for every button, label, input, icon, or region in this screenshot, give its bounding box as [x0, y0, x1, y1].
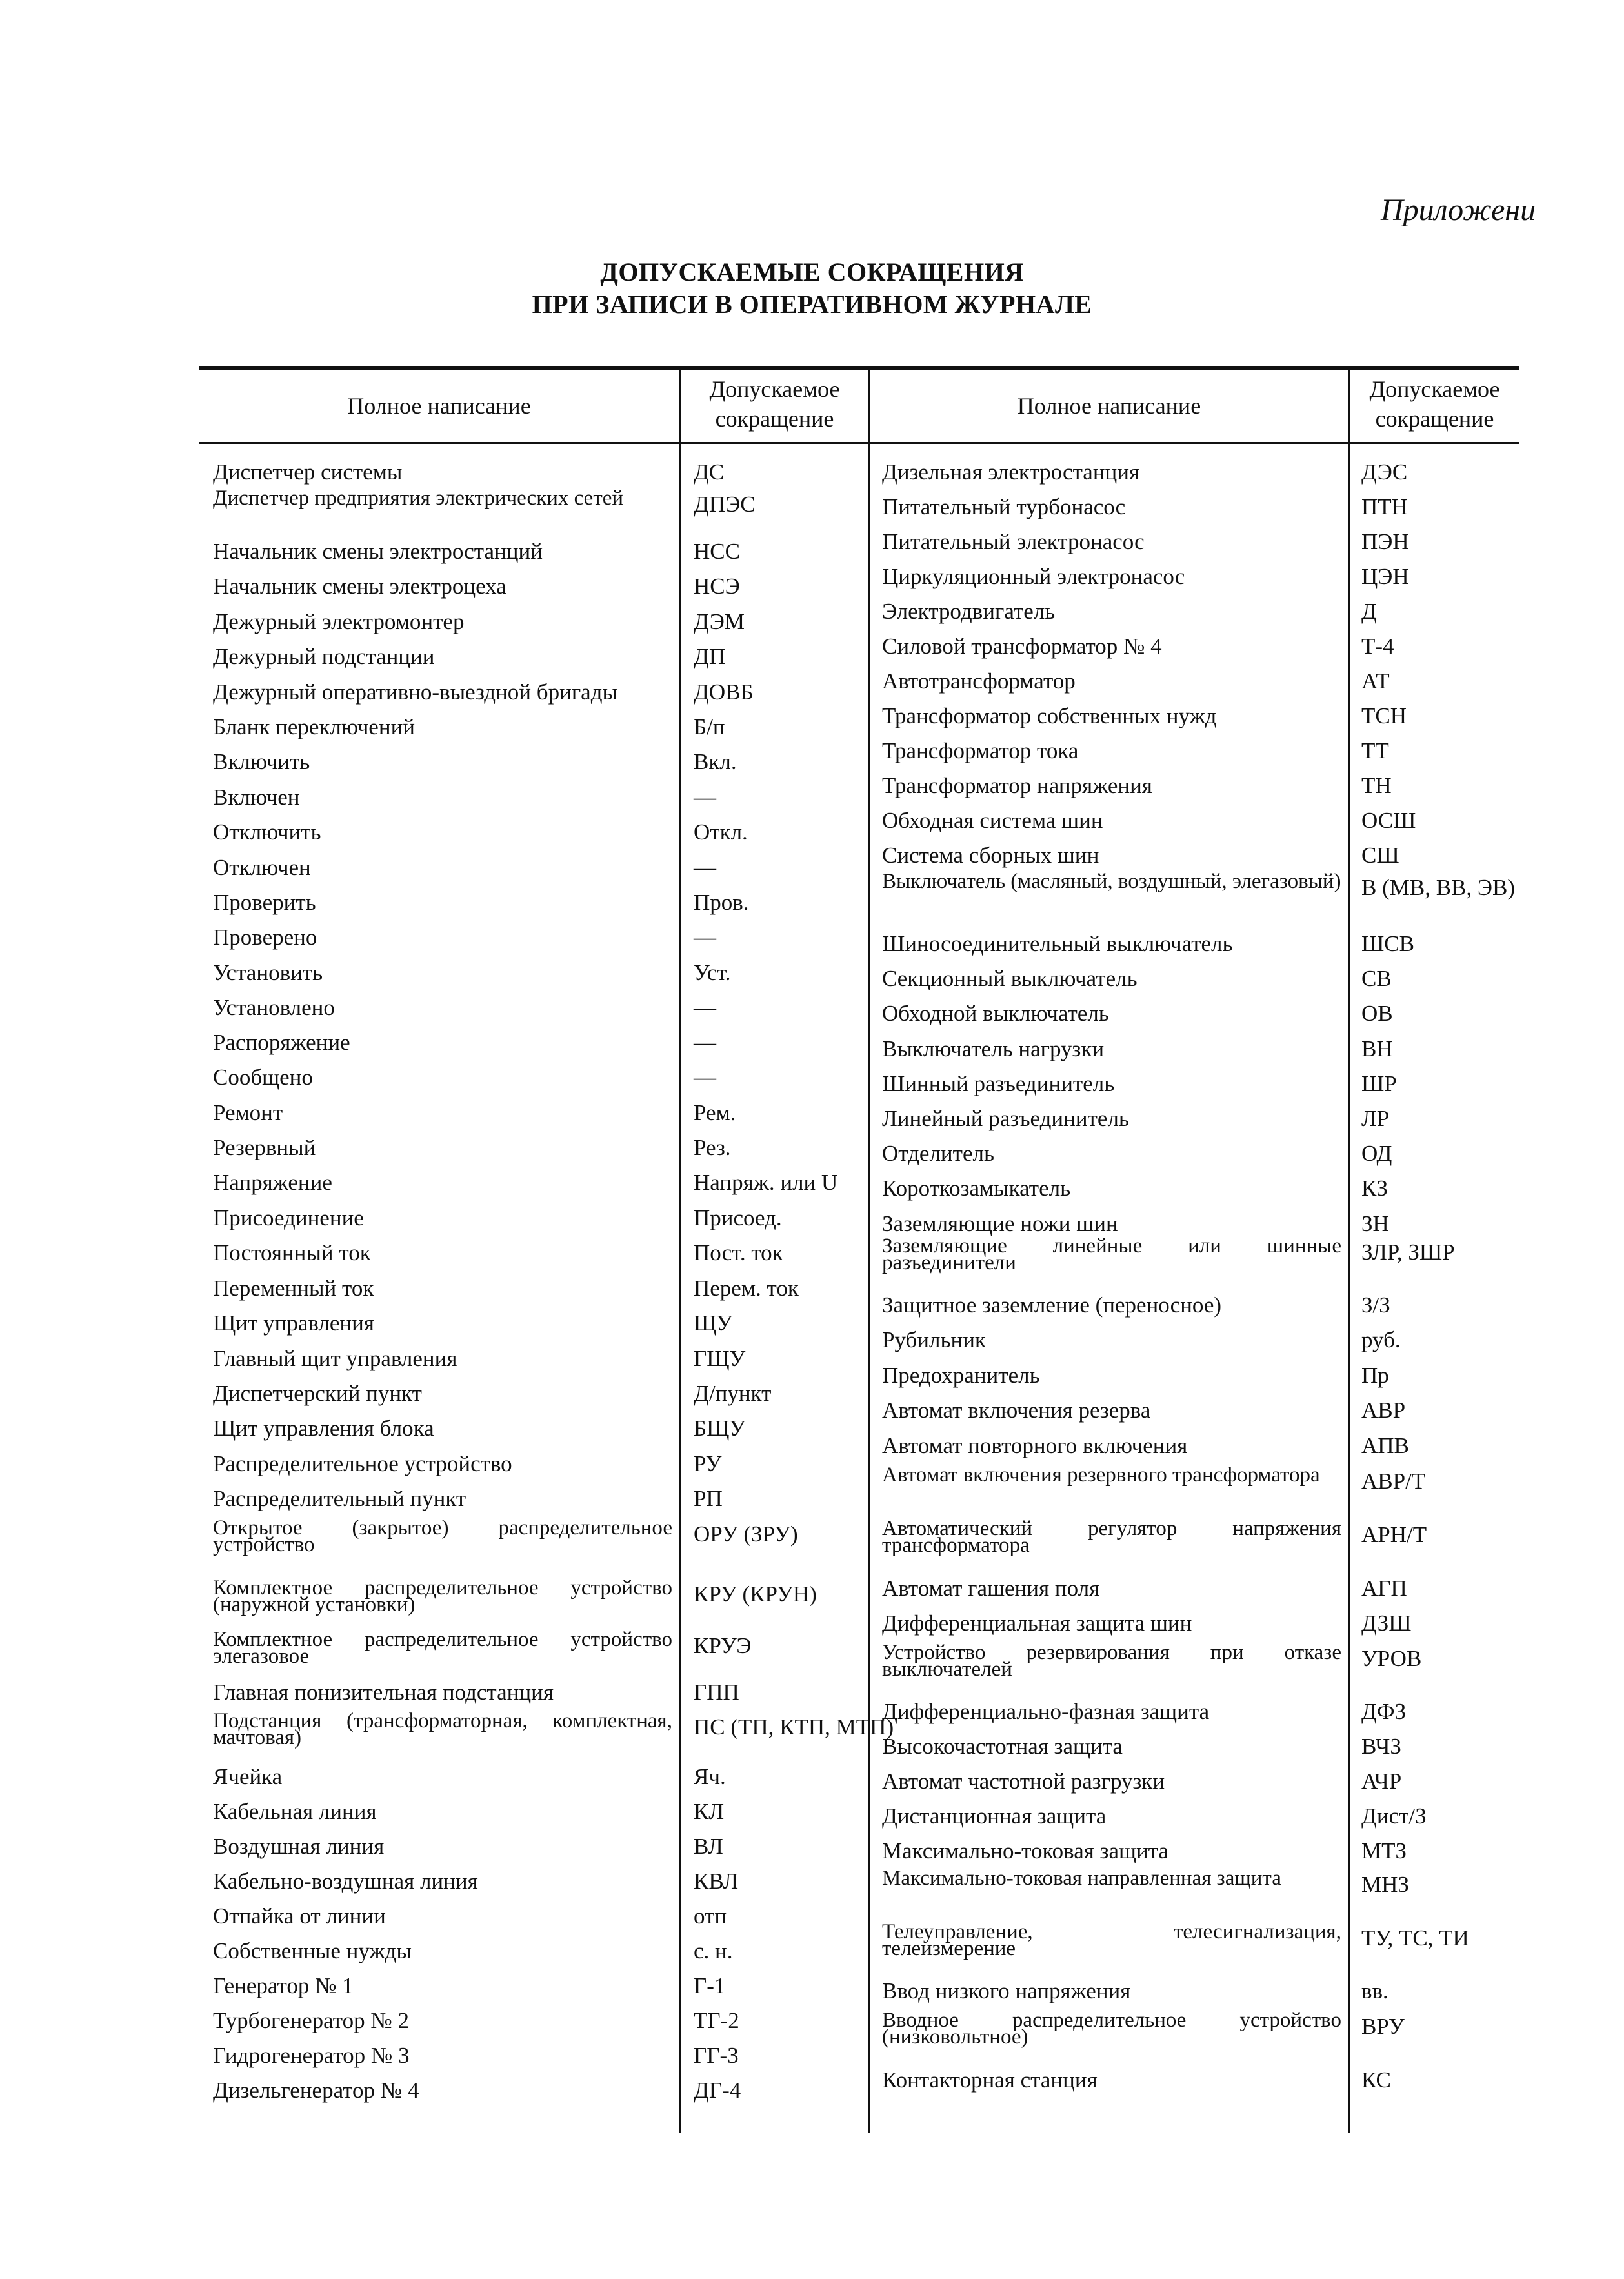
left-row-full-cell: Собственные нужды — [213, 1938, 412, 1963]
divider-left-abbr — [679, 368, 681, 2133]
right-row-abbr-cell: ВРУ — [1361, 2014, 1405, 2039]
left-row-full-cell: Ремонт — [213, 1100, 283, 1125]
right-row-full-cell: Шинный разъединитель — [882, 1071, 1115, 1096]
page-title-line-1: ДОПУСКАЕМЫЕ СОКРАЩЕНИЯ — [600, 257, 1024, 286]
left-row-abbr-cell: КРУЭ — [694, 1633, 752, 1658]
right-row-full-cell: Дизельная электростанция — [882, 459, 1140, 485]
left-row-abbr-cell: ГГ-3 — [694, 2043, 739, 2068]
left-row-full-cell: Переменный ток — [213, 1276, 374, 1301]
right-row-full-cell: Автомат повторного включения — [882, 1433, 1188, 1458]
right-row-full-cell: Максимально-токовая направленная защита — [882, 1867, 1281, 1890]
right-row-full-cell: Автоматический регулятор напряжения трансформатора — [882, 1517, 1341, 1557]
header-abbr-left-line-1: Допускаемое — [709, 376, 840, 402]
left-row-full-cell: Резервный — [213, 1135, 316, 1160]
right-row-abbr-cell: ОВ — [1361, 1001, 1393, 1026]
left-row-full-cell: Проверено — [213, 925, 317, 950]
left-row-abbr-cell: ДП — [694, 644, 726, 669]
right-row-abbr-cell: вв. — [1361, 1978, 1388, 2003]
left-row-abbr-cell: РП — [694, 1486, 723, 1511]
left-row-abbr-cell: — — [694, 785, 716, 810]
header-full-left: Полное написание — [347, 393, 531, 419]
left-row-abbr-cell: — — [694, 925, 716, 950]
right-row-full-cell: Обходной выключатель — [882, 1001, 1109, 1026]
left-row-abbr-cell: ДОВБ — [694, 679, 754, 705]
left-row-full-cell: Дизельгенератор № 4 — [213, 2078, 419, 2103]
left-row-abbr-cell: БЩУ — [694, 1416, 746, 1441]
right-row-full-cell: Силовой трансформатор № 4 — [882, 634, 1162, 659]
left-row-abbr-cell: Рез. — [694, 1135, 731, 1160]
right-row-full-cell: Автомат включения резерва — [882, 1398, 1151, 1423]
left-row-abbr-cell: Рем. — [694, 1100, 736, 1125]
left-row-full-cell: Главная понизительная подстанция — [213, 1680, 554, 1705]
left-row-full-cell: Кабельно-воздушная линия — [213, 1869, 478, 1894]
right-row-full-cell: Выключатель (масляный, воздушный, элегазовый) — [882, 870, 1341, 893]
right-row-abbr-cell: ВЧЗ — [1361, 1734, 1401, 1759]
right-row-abbr-cell: ОСШ — [1361, 808, 1416, 833]
right-row-full-cell: Трансформатор напряжения — [882, 773, 1152, 798]
right-row-abbr-cell: СВ — [1361, 966, 1392, 991]
right-row-abbr-cell: ДФЗ — [1361, 1699, 1407, 1724]
header-abbr-right-line-2: сокращение — [1375, 406, 1494, 432]
divider-right-abbr — [1348, 368, 1350, 2133]
right-row-full-cell: Автотрансформатор — [882, 668, 1076, 694]
right-row-full-cell: Система сборных шин — [882, 843, 1099, 868]
right-row-abbr-cell: З/З — [1361, 1292, 1390, 1318]
right-row-abbr-cell: АТ — [1361, 668, 1390, 694]
left-row-abbr-cell: ТГ-2 — [694, 2008, 739, 2033]
left-row-full-cell: Дежурный оперативно-выездной бригады — [213, 679, 618, 705]
right-row-abbr-cell: АВР — [1361, 1398, 1406, 1423]
right-row-abbr-cell: руб. — [1361, 1327, 1401, 1352]
right-row-abbr-cell: ЗН — [1361, 1211, 1389, 1236]
left-row-full-cell: Отключить — [213, 819, 321, 845]
left-row-abbr-cell: Б/п — [694, 714, 725, 739]
left-row-full-cell: Присоединение — [213, 1205, 364, 1230]
right-row-full-cell: Секционный выключатель — [882, 966, 1138, 991]
right-row-full-cell: Циркуляционный электронасос — [882, 564, 1185, 589]
right-row-abbr-cell: Пр — [1361, 1363, 1389, 1388]
left-row-abbr-cell: НСС — [694, 539, 740, 564]
left-row-full-cell: Генератор № 1 — [213, 1973, 354, 1998]
left-row-full-cell: Подстанция (трансформаторная, комплектная, мачтовая) — [213, 1709, 672, 1749]
right-row-abbr-cell: АГП — [1361, 1576, 1407, 1601]
right-row-abbr-cell: ЗЛР, ЗШР — [1361, 1240, 1455, 1265]
left-row-full-cell: Сообщено — [213, 1065, 313, 1090]
right-row-full-cell: Автомат гашения поля — [882, 1576, 1100, 1601]
right-row-abbr-cell: АЧР — [1361, 1769, 1402, 1794]
divider-middle — [868, 368, 870, 2133]
right-row-abbr-cell: УРОВ — [1361, 1646, 1422, 1671]
left-row-full-cell: Включить — [213, 749, 310, 774]
left-row-abbr-cell: Откл. — [694, 819, 748, 845]
right-row-abbr-cell: ШР — [1361, 1071, 1397, 1096]
right-row-abbr-cell: АВР/Т — [1361, 1469, 1426, 1494]
left-row-full-cell: Постоянный ток — [213, 1240, 371, 1265]
right-row-abbr-cell: ТТ — [1361, 738, 1389, 763]
right-row-full-cell: Линейный разъединитель — [882, 1106, 1129, 1131]
right-row-abbr-cell: ЛР — [1361, 1106, 1390, 1131]
right-row-full-cell: Вводное распределительное устройство (низковольтное) — [882, 2009, 1341, 2049]
right-row-full-cell: Ввод низкого напряжения — [882, 1978, 1131, 2003]
left-row-full-cell: Установлено — [213, 995, 335, 1020]
right-row-full-cell: Защитное заземление (переносное) — [882, 1292, 1222, 1318]
table-header-rule — [199, 442, 1519, 444]
left-row-abbr-cell: ЩУ — [694, 1310, 733, 1336]
left-row-abbr-cell: Уст. — [694, 960, 731, 985]
right-row-abbr-cell: МТЗ — [1361, 1838, 1407, 1863]
right-row-full-cell: Заземляющие ножи шин — [882, 1211, 1118, 1236]
header-abbr-right-line-1: Допускаемое — [1369, 376, 1500, 402]
left-row-full-cell: Комплектное распределительное устройство (наружной установки) — [213, 1576, 672, 1616]
right-row-abbr-cell: ПТН — [1361, 494, 1408, 519]
right-row-abbr-cell: ТСН — [1361, 703, 1407, 728]
left-row-abbr-cell: — — [694, 1065, 716, 1090]
left-row-abbr-cell: ГПП — [694, 1680, 739, 1705]
left-row-full-cell: Открытое (закрытое) распределительное устройство — [213, 1516, 672, 1556]
left-row-full-cell: Комплектное распределительное устройство элегазовое — [213, 1628, 672, 1668]
right-row-abbr-cell: ЦЭН — [1361, 564, 1409, 589]
left-row-full-cell: Щит управления блока — [213, 1416, 434, 1441]
right-row-full-cell: Высокочастотная защита — [882, 1734, 1123, 1759]
right-row-full-cell: Заземляющие линейные или шинные разъединители — [882, 1234, 1341, 1274]
left-row-abbr-cell: Пров. — [694, 890, 749, 915]
right-row-full-cell: Дифференциально-фазная защита — [882, 1699, 1210, 1724]
left-row-abbr-cell: ВЛ — [694, 1834, 723, 1859]
right-row-full-cell: Устройство резервирования при отказе выключателей — [882, 1641, 1341, 1681]
right-row-abbr-cell: ОД — [1361, 1141, 1392, 1166]
left-row-full-cell: Щит управления — [213, 1310, 374, 1336]
right-row-full-cell: Телеуправление, телесигнализация, телеизмерение — [882, 1920, 1341, 1960]
right-row-full-cell: Рубильник — [882, 1327, 986, 1352]
right-row-abbr-cell: СШ — [1361, 843, 1399, 868]
left-row-full-cell: Гидрогенератор № 3 — [213, 2043, 410, 2068]
left-row-full-cell: Диспетчер предприятия электрических сетей — [213, 487, 624, 510]
right-row-full-cell: Питательный электронасос — [882, 529, 1145, 554]
left-row-full-cell: Распределительное устройство — [213, 1451, 512, 1476]
left-row-abbr-cell: ГЩУ — [694, 1346, 746, 1371]
left-row-full-cell: Дежурный электромонтер — [213, 609, 465, 634]
table-top-rule — [199, 366, 1519, 370]
left-row-abbr-cell: Г-1 — [694, 1973, 726, 1998]
left-row-abbr-cell: ДПЭС — [694, 492, 756, 517]
right-row-full-cell: Короткозамыкатель — [882, 1176, 1071, 1201]
left-row-abbr-cell: КЛ — [694, 1799, 725, 1824]
right-row-abbr-cell: ДЗШ — [1361, 1611, 1412, 1636]
left-row-full-cell: Напряжение — [213, 1170, 332, 1195]
right-row-full-cell: Контакторная станция — [882, 2067, 1098, 2093]
left-row-abbr-cell: Вкл. — [694, 749, 737, 774]
left-row-full-cell: Отпайка от линии — [213, 1903, 386, 1929]
right-row-abbr-cell: ПЭН — [1361, 529, 1409, 554]
right-row-abbr-cell: ШСВ — [1361, 931, 1414, 956]
right-row-abbr-cell: Д — [1361, 599, 1377, 624]
left-row-full-cell: Турбогенератор № 2 — [213, 2008, 409, 2033]
right-row-full-cell: Отделитель — [882, 1141, 994, 1166]
appendix-label: Приложени — [1381, 193, 1536, 227]
right-row-full-cell: Питательный турбонасос — [882, 494, 1126, 519]
right-row-full-cell: Автомат частотной разгрузки — [882, 1769, 1165, 1794]
page-title-line-2: ПРИ ЗАПИСИ В ОПЕРАТИВНОМ ЖУРНАЛЕ — [532, 290, 1092, 319]
left-row-abbr-cell: отп — [694, 1903, 727, 1929]
left-row-full-cell: Установить — [213, 960, 323, 985]
header-abbr-right — [1350, 374, 1519, 434]
left-row-abbr-cell: Перем. ток — [694, 1276, 799, 1301]
left-row-full-cell: Диспетчер системы — [213, 459, 403, 485]
right-row-abbr-cell: ВН — [1361, 1036, 1393, 1061]
right-row-full-cell: Обходная система шин — [882, 808, 1103, 833]
left-row-full-cell: Включен — [213, 785, 300, 810]
left-row-abbr-cell: РУ — [694, 1451, 722, 1476]
header-abbr-left — [681, 374, 868, 434]
left-row-abbr-cell: Напряж. или U — [694, 1170, 838, 1195]
right-row-full-cell: Дифференциальная защита шин — [882, 1611, 1192, 1636]
left-row-full-cell: Начальник смены электроцеха — [213, 574, 506, 599]
left-row-full-cell: Воздушная линия — [213, 1834, 385, 1859]
left-row-abbr-cell: Пост. ток — [694, 1240, 783, 1265]
left-row-full-cell: Ячейка — [213, 1764, 283, 1789]
left-row-abbr-cell: ДГ-4 — [694, 2078, 741, 2103]
left-row-abbr-cell: Присоед. — [694, 1205, 782, 1230]
right-row-abbr-cell: АПВ — [1361, 1433, 1409, 1458]
left-row-full-cell: Дежурный подстанции — [213, 644, 435, 669]
header-full-right: Полное написание — [1017, 393, 1201, 419]
right-row-abbr-cell: КС — [1361, 2067, 1391, 2093]
right-row-full-cell: Дистанционная защита — [882, 1803, 1107, 1829]
left-row-abbr-cell: ПС (ТП, КТП, МТП) — [694, 1714, 894, 1740]
left-row-abbr-cell: КРУ (КРУН) — [694, 1581, 817, 1607]
right-row-full-cell: Максимально-токовая защита — [882, 1838, 1168, 1863]
left-row-full-cell: Кабельная линия — [213, 1799, 377, 1824]
left-row-abbr-cell: ОРУ (ЗРУ) — [694, 1521, 798, 1547]
left-row-abbr-cell: — — [694, 1030, 716, 1055]
right-row-abbr-cell: ДЭС — [1361, 459, 1408, 485]
right-row-full-cell: Выключатель нагрузки — [882, 1036, 1105, 1061]
right-row-abbr-cell: МНЗ — [1361, 1872, 1409, 1897]
right-row-abbr-cell: Т-4 — [1361, 634, 1394, 659]
left-row-full-cell: Распределительный пункт — [213, 1486, 466, 1511]
right-row-abbr-cell: КЗ — [1361, 1176, 1388, 1201]
right-row-abbr-cell: ТУ, ТС, ТИ — [1361, 1925, 1469, 1951]
header-abbr-left-line-2: сокращение — [715, 406, 834, 432]
right-row-abbr-cell: В (МВ, ВВ, ЭВ) — [1361, 875, 1516, 900]
left-row-abbr-cell: — — [694, 995, 716, 1020]
right-row-full-cell: Предохранитель — [882, 1363, 1040, 1388]
right-row-full-cell: Автомат включения резервного трансформатора — [882, 1463, 1320, 1487]
right-row-full-cell: Трансформатор тока — [882, 738, 1079, 763]
left-row-full-cell: Начальник смены электростанций — [213, 539, 543, 564]
left-row-full-cell: Распоряжение — [213, 1030, 350, 1055]
left-row-full-cell: Главный щит управления — [213, 1346, 457, 1371]
left-row-abbr-cell: — — [694, 855, 716, 880]
right-row-abbr-cell: ТН — [1361, 773, 1392, 798]
right-row-full-cell: Шиносоединительный выключатель — [882, 931, 1233, 956]
left-row-abbr-cell: ДС — [694, 459, 725, 485]
left-row-full-cell: Отключен — [213, 855, 311, 880]
left-row-abbr-cell: ДЭМ — [694, 609, 745, 634]
right-row-full-cell: Трансформатор собственных нужд — [882, 703, 1217, 728]
left-row-full-cell: Диспетчерский пункт — [213, 1381, 422, 1406]
right-row-full-cell: Электродвигатель — [882, 599, 1056, 624]
right-row-abbr-cell: Дист/З — [1361, 1803, 1427, 1829]
right-row-abbr-cell: АРН/Т — [1361, 1522, 1427, 1547]
left-row-abbr-cell: с. н. — [694, 1938, 733, 1963]
left-row-abbr-cell: КВЛ — [694, 1869, 739, 1894]
left-row-abbr-cell: Яч. — [694, 1764, 726, 1789]
left-row-full-cell: Проверить — [213, 890, 316, 915]
left-row-abbr-cell: НСЭ — [694, 574, 740, 599]
left-row-full-cell: Бланк переключений — [213, 714, 416, 739]
left-row-abbr-cell: Д/пункт — [694, 1381, 772, 1406]
